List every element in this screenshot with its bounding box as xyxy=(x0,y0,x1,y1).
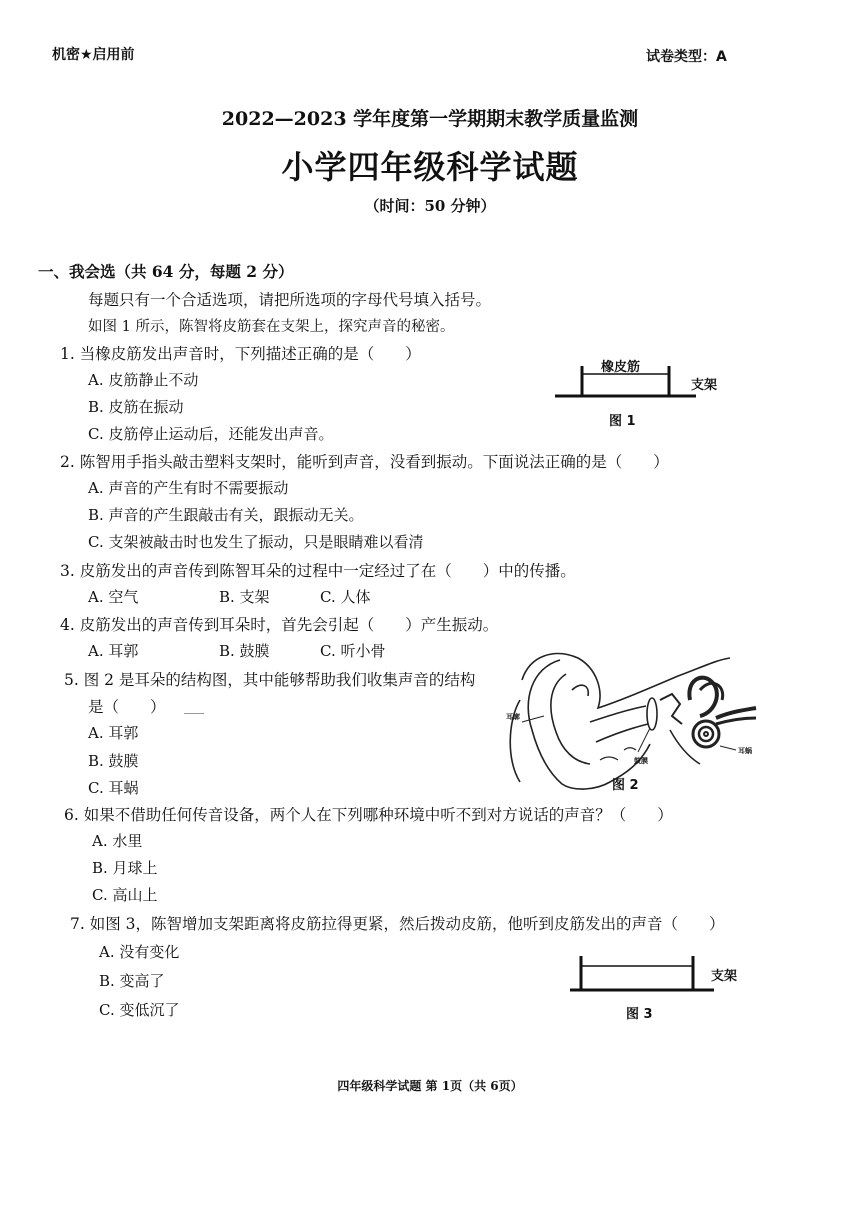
question-5-option-a: A. 耳郭 xyxy=(88,724,139,742)
question-3-option-b: B. 支架 xyxy=(219,588,270,606)
page-footer: 四年级科学试题 第 1页（共 6页） xyxy=(337,1079,523,1093)
question-7-option-b: B. 变高了 xyxy=(99,972,165,990)
section-instruction: 每题只有一个合适选项，请把所选项的字母代号填入括号。 xyxy=(88,291,492,309)
paper-type-label: 试卷类型：A xyxy=(646,49,727,65)
question-4-option-a: A. 耳郭 xyxy=(88,642,139,660)
question-4-option-c: C. 听小骨 xyxy=(320,642,386,660)
figure-2-label-eardrum: 鼓膜 xyxy=(634,757,648,765)
question-5-option-b: B. 鼓膜 xyxy=(88,752,139,770)
confidential-label: 机密★启用前 xyxy=(52,47,135,63)
question-1-option-c: C. 皮筋停止运动后，还能发出声音。 xyxy=(88,425,334,443)
question-5-stem-line-2: 是（ ） xyxy=(88,698,166,716)
question-1-option-a: A. 皮筋静止不动 xyxy=(88,371,199,389)
figure-3-caption: 图 3 xyxy=(626,1007,653,1022)
question-6-option-c: C. 高山上 xyxy=(92,886,158,904)
section-heading: 一、我会选（共 64 分，每题 2 分） xyxy=(38,262,294,281)
figure-2-caption: 图 2 xyxy=(612,778,639,793)
question-5-stem-line-1: 5. 图 2 是耳朵的结构图，其中能够帮助我们收集声音的结构 xyxy=(64,671,476,689)
question-5-option-c: C. 耳蜗 xyxy=(88,779,139,797)
section-context: 如图 1 所示，陈智将皮筋套在支架上，探究声音的秘密。 xyxy=(88,319,455,335)
question-7-option-c: C. 变低沉了 xyxy=(99,1001,180,1019)
question-6-option-b: B. 月球上 xyxy=(92,859,158,877)
figure-3-stand-label: 支架 xyxy=(711,969,738,984)
question-7-stem: 7. 如图 3，陈智增加支架距离将皮筋拉得更紧，然后拨动皮筋，他听到皮筋发出的声音（ ） xyxy=(70,915,725,933)
question-7-option-a: A. 没有变化 xyxy=(99,943,180,961)
question-6-option-a: A. 水里 xyxy=(92,832,143,850)
question-4-stem: 4. 皮筋发出的声音传到耳朵时，首先会引起（ ）产生振动。 xyxy=(60,616,499,634)
question-2-option-b: B. 声音的产生跟敲击有关，跟振动无关。 xyxy=(88,506,364,524)
question-3-stem: 3. 皮筋发出的声音传到陈智耳朵的过程中一定经过了在（ ）中的传播。 xyxy=(60,562,576,580)
question-2-stem: 2. 陈智用手指头敲击塑料支架时，能听到声音，没看到振动。下面说法正确的是（ ） xyxy=(60,453,669,471)
question-3-option-c: C. 人体 xyxy=(320,588,371,606)
exam-subtitle: 2022—2023 学年度第一学期期末教学质量监测 xyxy=(221,108,639,130)
figure-1-band-label: 橡皮筋 xyxy=(601,360,641,375)
figure-1-stand-label: 支架 xyxy=(691,378,718,393)
figure-2-label-pinna: 耳廓 xyxy=(506,713,520,721)
question-1-option-b: B. 皮筋在振动 xyxy=(88,398,184,416)
question-2-option-c: C. 支架被敲击时也发生了振动，只是眼睛难以看清 xyxy=(88,533,424,551)
question-6-stem: 6. 如果不借助任何传音设备，两个人在下列哪种环境中听不到对方说话的声音？（ ） xyxy=(64,806,673,824)
question-2-option-a: A. 声音的产生有时不需要振动 xyxy=(88,479,289,497)
stand-3-drawing xyxy=(570,956,714,990)
figure-1-caption: 图 1 xyxy=(609,414,636,429)
question-4-option-b: B. 鼓膜 xyxy=(219,642,270,660)
exam-title: 小学四年级科学试题 xyxy=(281,148,579,186)
question-3-option-a: A. 空气 xyxy=(88,588,139,606)
figure-2-label-cochlea: 耳蜗 xyxy=(738,747,752,755)
question-1-stem: 1. 当橡皮筋发出声音时，下列描述正确的是（ ） xyxy=(60,345,421,363)
exam-duration: （时间：50 分钟） xyxy=(364,197,496,215)
